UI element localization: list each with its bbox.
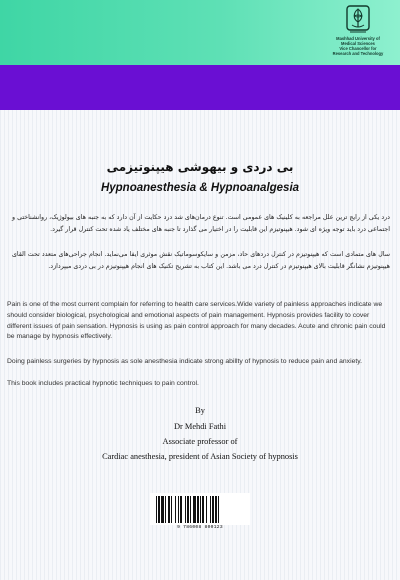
- persian-paragraph-2: سال های متمادی است که هیپنوتیزم در کنترل دردهای حاد، مزمن و سایکوسوماتیک نقش موثری ایفا می‌نماید. انجام جراحی‌های متعدد تحت القای هیپنوتیزم نشانگر قابلیت بالای هیپنوتیزم در کنترل درد می باشد. این کتاب به تشریح تکنیک های انجام هیپنوتیزم در بی دردی میپردازد.: [12, 251, 390, 270]
- barcode-number: 9 786008 800123: [177, 525, 223, 530]
- by-label: By: [195, 406, 205, 415]
- english-paragraph-1: Pain is one of the most current complain for referring to health care services.Wide variety of painless approaches indicate we should consider biological, psychological and emotional aspects of pain management. Hypnosis provides facility to cover different issues of pain sensation. Hypnosis is using as pain control approach for many decades. Acute and chronic pain could be manage by hypnosis effectively.: [7, 301, 386, 341]
- author-role-line-1: Associate professor of: [162, 437, 238, 446]
- author-name: Dr Mehdi Fathi: [173, 422, 227, 431]
- author-role-line-2: Cardiac anesthesia, president of Asian Society of hypnosis: [102, 452, 298, 461]
- institution-line-2: Medical Sciences: [341, 41, 375, 46]
- english-paragraph-3: This book includes practical hypnotic techniques to pain control.: [7, 380, 199, 387]
- institution-line-4: Research and Technology: [332, 51, 384, 56]
- university-logo: [326, 4, 390, 56]
- barcode-icon: [150, 493, 250, 525]
- university-emblem-icon: [343, 4, 373, 36]
- persian-paragraph-1: درد یکی از رایج ترین علل مراجعه به کلینیک های عمومی است. تنوع درمان‌های شد درد حکایت از آن دارد که به جنبه های بیولوژیک، روانشناختی و اجتماعی درد باید توجه ویژه ای شود. هیپنوتیزم این قابلیت را در اختیار می گذارد تا جنبه های مختلف یاد شده تحت کنترل قرار گیرد.: [12, 214, 390, 233]
- english-paragraph-2: Doing painless surgeries by hypnosis as sole anesthesia indicate strong abillty of hypnosis to reduce pain and anxiety.: [7, 358, 363, 365]
- english-title: Hypnoanesthesia & Hypnoanalgesia: [100, 182, 300, 194]
- institution-line-1: Mashhad University of: [336, 36, 380, 41]
- institution-line-3: Vice Chancellor for: [339, 46, 377, 51]
- top-green-band: [0, 0, 400, 65]
- purple-band: [0, 65, 400, 110]
- persian-title: بی دردی و بیهوشی هیپنوتیزمی: [106, 160, 294, 174]
